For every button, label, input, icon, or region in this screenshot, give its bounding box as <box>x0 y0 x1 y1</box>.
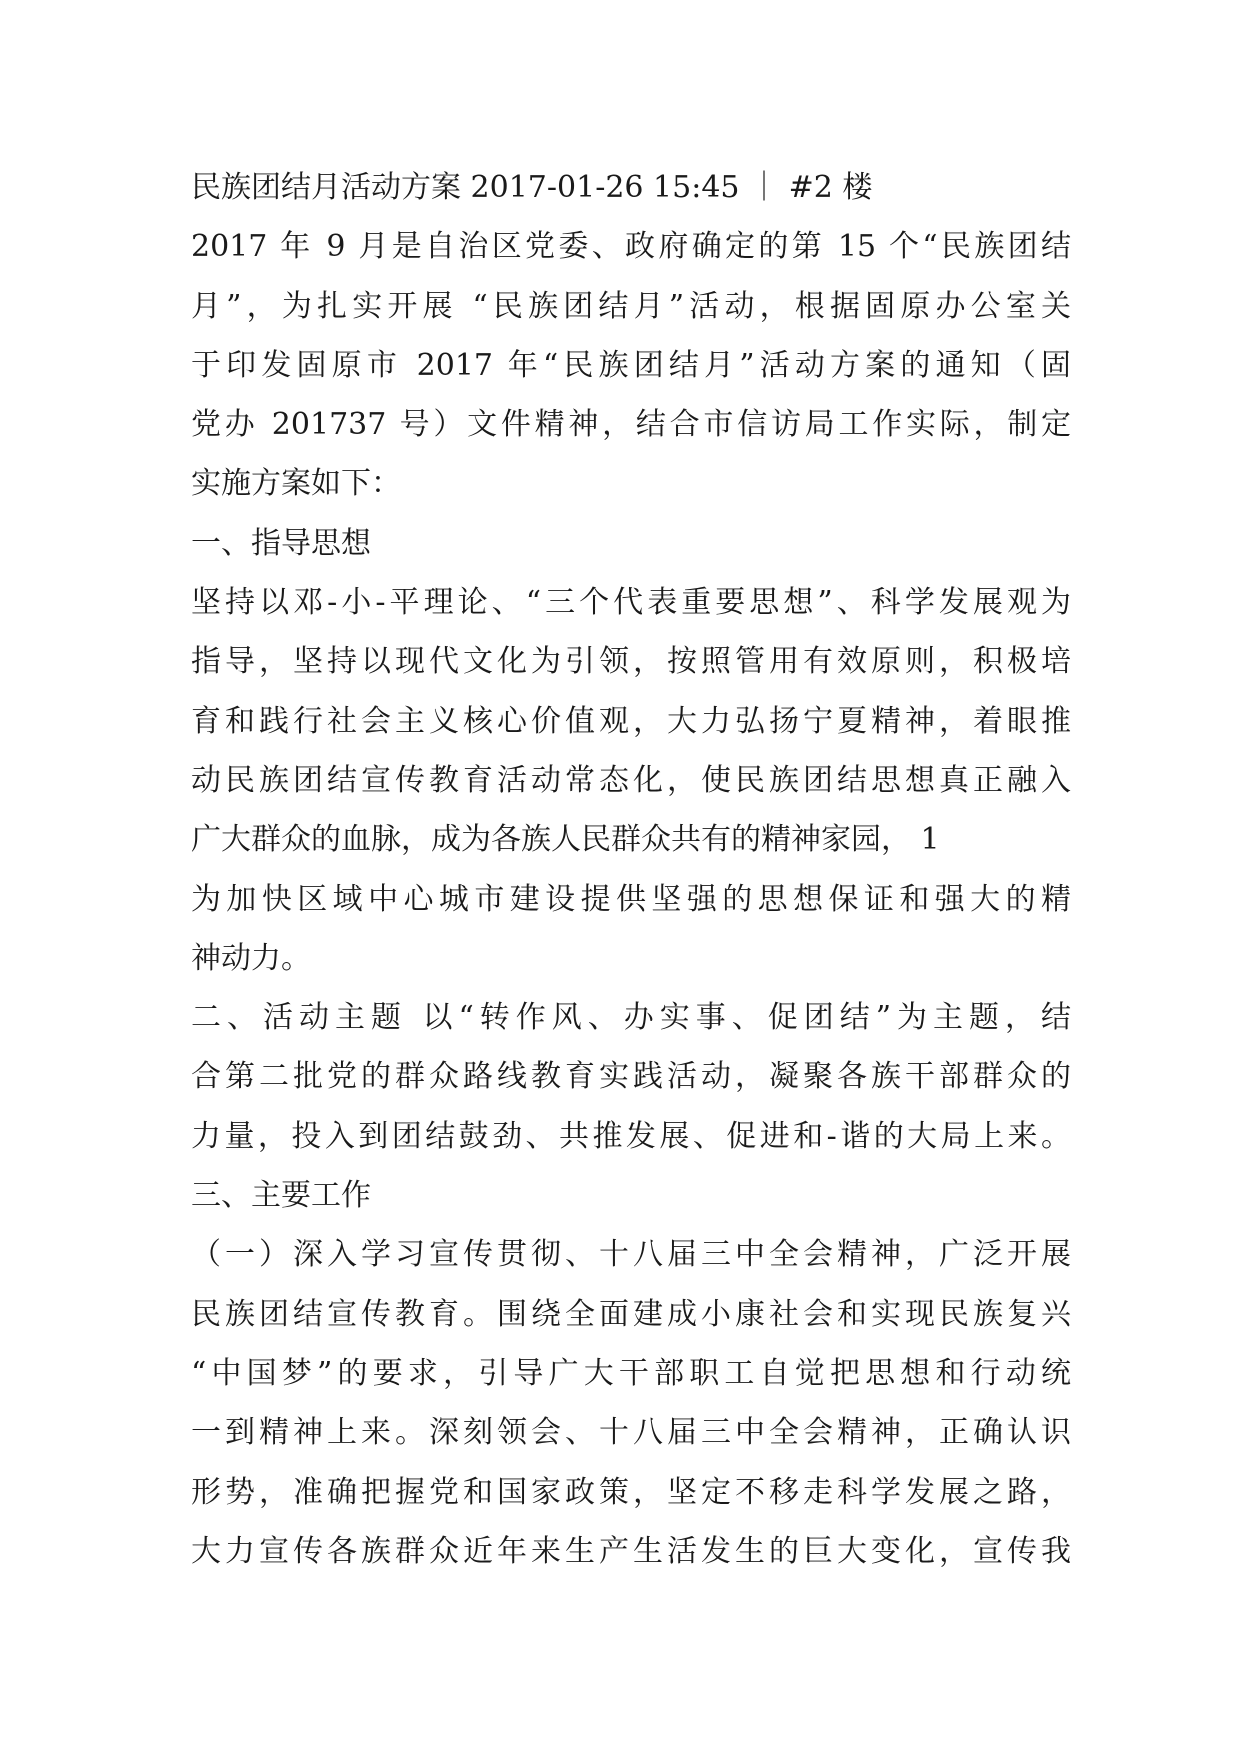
paragraph-line: 为加快区域中心城市建设提供坚强的思想保证和强大的精 <box>191 881 1071 917</box>
paragraph-line: 合第二批党的群众路线教育实践活动，凝聚各族干部群众的 <box>191 1059 1071 1095</box>
paragraph-line: 大力宣传各族群众近年来生产生活发生的巨大变化，宣传我 <box>191 1533 1071 1569</box>
paragraph-line: 力量，投入到团结鼓劲、共推发展、促进和-谐的大局上来。 <box>191 1118 1071 1154</box>
paragraph-line: 广大群众的血脉，成为各族人民群众共有的精神家园， 1 <box>191 822 940 858</box>
paragraph-line: 党办 201737 号）文件精神，结合市信访局工作实际，制定 <box>191 407 1071 443</box>
paragraph-line: 动民族团结宣传教育活动常态化，使民族团结思想真正融入 <box>191 762 1071 798</box>
paragraph-line: 神动力。 <box>191 940 311 976</box>
paragraph-line: （一）深入学习宣传贯彻、十八届三中全会精神，广泛开展 <box>191 1237 1071 1273</box>
paragraph-line: 坚持以邓-小-平理论、“三个代表重要思想”、科学发展观为 <box>191 585 1071 621</box>
section-heading: 三、主要工作 <box>191 1178 371 1214</box>
paragraph-line: 一到精神上来。深刻领会、十八届三中全会精神，正确认识 <box>191 1415 1071 1451</box>
paragraph-line: 育和践行社会主义核心价值观，大力弘扬宁夏精神，着眼推 <box>191 703 1071 739</box>
document-body <box>191 158 1071 1581</box>
paragraph-line: 2017 年 9 月是自治区党委、政府确定的第 15 个“民族团结 <box>191 229 1071 265</box>
paragraph-line: 实施方案如下： <box>191 466 401 502</box>
paragraph-line: 指导，坚持以现代文化为引领，按照管用有效原则，积极培 <box>191 644 1071 680</box>
paragraph-line: “中国梦”的要求，引导广大干部职工自觉把思想和行动统 <box>191 1355 1071 1391</box>
section-heading: 二、活动主题 以“转作风、办实事、促团结”为主题，结 <box>191 1000 1071 1036</box>
paragraph-line: 于印发固原市 2017 年“民族团结月”活动方案的通知（固 <box>191 347 1071 383</box>
doc-title-line: 民族团结月活动方案 2017-01-26 15:45 ｜ #2 楼 <box>191 170 873 205</box>
paragraph-line: 月”，为扎实开展 “民族团结月”活动，根据固原办公室关 <box>191 288 1071 324</box>
paragraph-line: 形势，准确把握党和国家政策，坚定不移走科学发展之路， <box>191 1474 1071 1510</box>
section-heading: 一、指导思想 <box>191 525 371 561</box>
paragraph-line: 民族团结宣传教育。围绕全面建成小康社会和实现民族复兴 <box>191 1296 1071 1332</box>
